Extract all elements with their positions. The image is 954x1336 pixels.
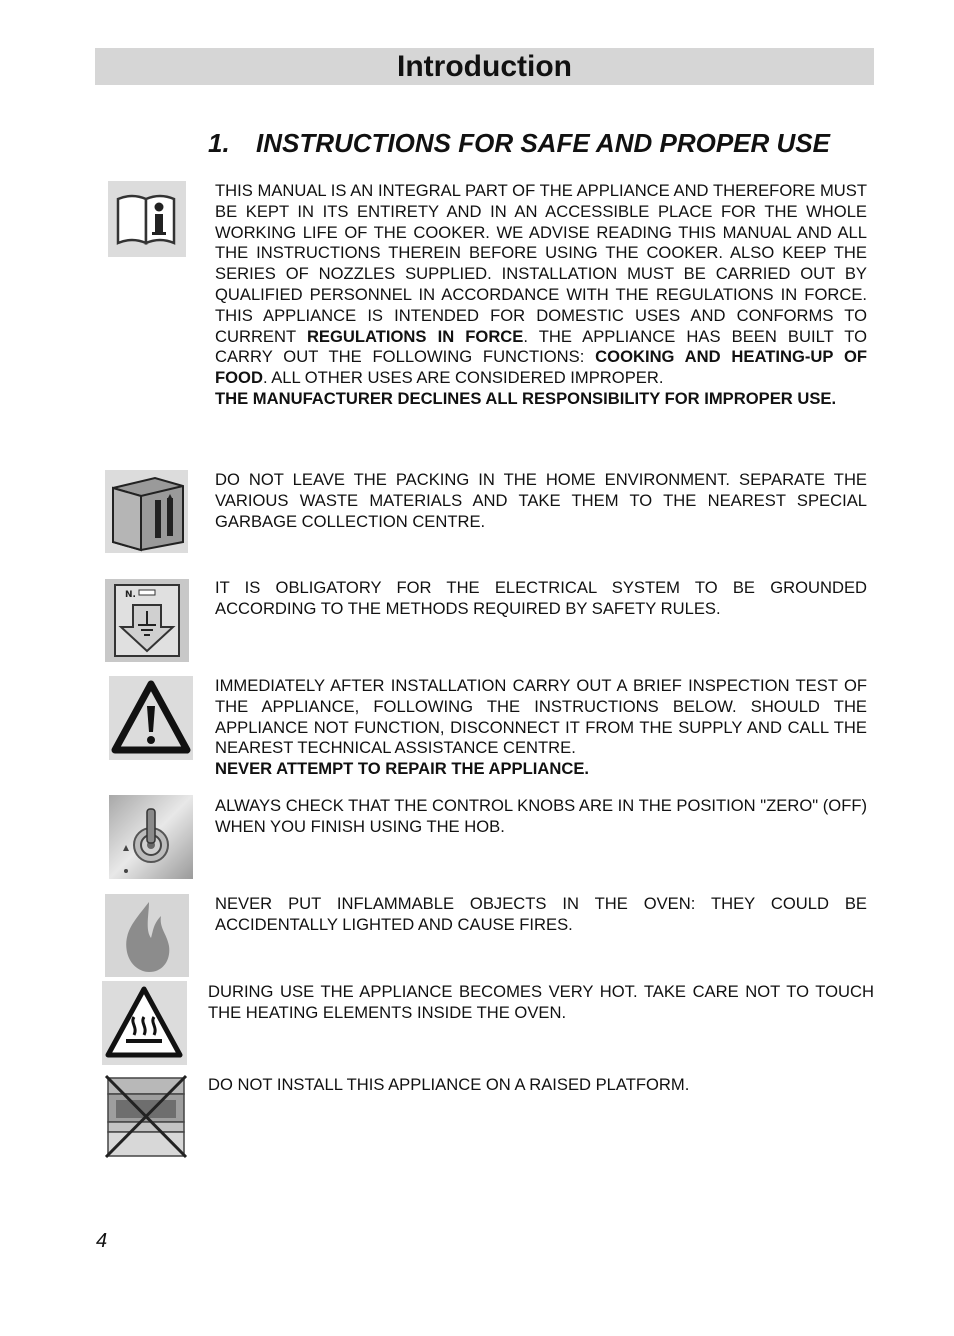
paragraph-packing [215, 470, 867, 532]
section-title: INSTRUCTIONS FOR SAFE AND PROPER USE [256, 128, 830, 158]
hot-surface-icon [102, 981, 187, 1065]
paragraph-text: IT IS OBLIGATORY FOR THE ELECTRICAL SYSTEM TO BE GROUNDED ACCORDING TO THE METHODS REQUIRED BY SAFETY RULES. [215, 578, 867, 618]
page-title: Introduction [397, 50, 572, 83]
no-raised-platform-icon [102, 1074, 188, 1159]
bold-text: COOKING AND HEATING-UP OF FOOD [215, 347, 867, 388]
paragraph-hot [208, 982, 874, 1024]
responsibility-warning: THE MANUFACTURER DECLINES ALL RESPONSIBILITY FOR IMPROPER USE. [215, 388, 837, 408]
manual-info-icon [108, 181, 186, 257]
paragraph-grounding [215, 578, 867, 620]
paragraph-manual [215, 181, 867, 410]
paragraph-text: DO NOT LEAVE THE PACKING IN THE HOME ENVIRONMENT. SEPARATE THE VARIOUS WASTE MATERIALS AND TAKE THEM TO THE NEAREST SPECIAL GARBAGE COLLECTION CENTRE. [215, 470, 867, 531]
section-number: 1. [208, 128, 230, 158]
paragraph-text: . ALL OTHER USES ARE CONSIDERED IMPROPER. [262, 368, 664, 388]
repair-warning: NEVER ATTEMPT TO REPAIR THE APPLIANCE. [215, 759, 589, 779]
page-number: 4 [96, 1230, 108, 1252]
svg-text:N.: N. [125, 590, 136, 600]
paragraph-text: DO NOT INSTALL THIS APPLIANCE ON A RAISED PLATFORM. [208, 1075, 690, 1094]
paragraph-text: IMMEDIATELY AFTER INSTALLATION CARRY OUT A BRIEF INSPECTION TEST OF THE APPLIANCE, FOLLOWING THE INSTRUCTIONS BELOW. SHOULD THE APPLIANCE NOT FUNCTION, DISCONNECT IT FROM THE SUPPLY AND CALL THE NEAREST TECHNICAL ASSISTANCE CENTRE. [215, 676, 867, 758]
warning-triangle-icon [109, 676, 193, 760]
paragraph-platform [208, 1075, 874, 1096]
paragraph-inflammable [215, 894, 867, 936]
packing-box-icon [105, 470, 188, 553]
paragraph-text: DURING USE THE APPLIANCE BECOMES VERY HOT. TAKE CARE NOT TO TOUCH THE HEATING ELEMENTS INSIDE THE OVEN. [208, 982, 874, 1022]
control-knob-icon [109, 795, 193, 879]
bold-text: REGULATIONS IN FORCE [306, 326, 524, 346]
flame-icon [105, 894, 189, 977]
paragraph-text: ALWAYS CHECK THAT THE CONTROL KNOBS ARE IN THE POSITION "ZERO" (OFF) WHEN YOU FINISH USING THE HOB. [215, 796, 867, 836]
paragraph-text: THIS MANUAL IS AN INTEGRAL PART OF THE APPLIANCE AND THEREFORE MUST BE KEPT IN ITS ENTIRETY AND IN AN ACCESSIBLE PLACE FOR THE WHOLE WORKING LIFE OF THE COOKER. WE ADVISE READING THIS MANUAL AND ALL THE INSTRUCTIONS THEREIN BEFORE USING THE COOKER. ALSO KEEP THE SERIES OF NOZZLES SUPPLIED. INSTALLATION MUST BE CARRIED OUT BY QUALIFIED PERSONNEL IN ACCORDANCE WITH THE REGULATIONS IN FORCE. THIS APPLIANCE IS INTENDED FOR DOMESTIC USES AND CONFORMS TO CURRENT [215, 181, 867, 346]
paragraph-text: NEVER PUT INFLAMMABLE OBJECTS IN THE OVEN: THEY COULD BE ACCIDENTALLY LIGHTED AND CAUSE FIRES. [215, 894, 867, 934]
header-bar [95, 48, 874, 85]
section-heading [208, 125, 908, 161]
grounding-icon [105, 579, 189, 662]
paragraph-inspection [215, 676, 867, 780]
paragraph-knobs [215, 796, 867, 838]
paragraph-text: . THE APPLIANCE HAS BEEN BUILT TO CARRY OUT THE FOLLOWING FUNCTIONS: [215, 326, 867, 367]
